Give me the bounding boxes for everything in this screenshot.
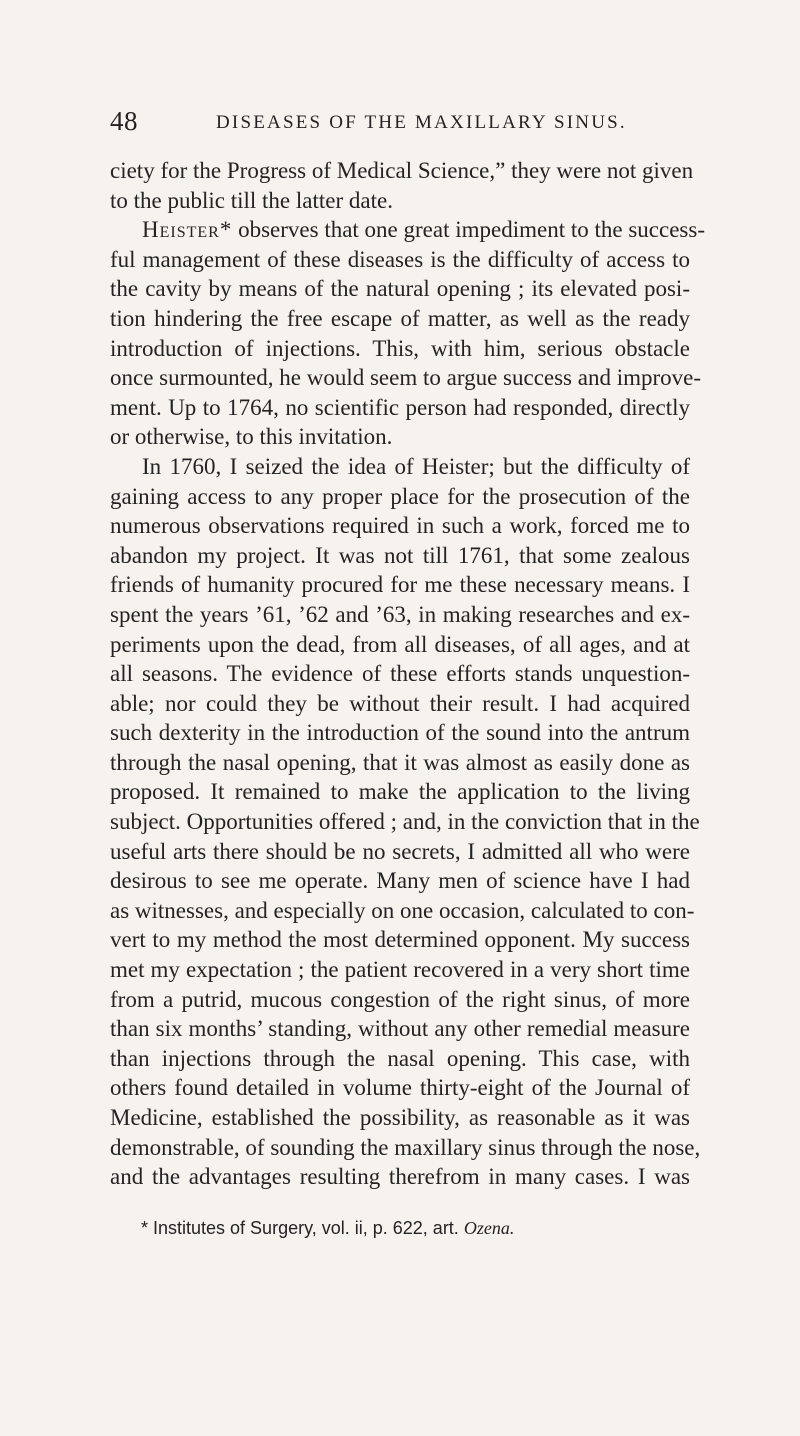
text-line: as witnesses, and especially on one occasion, calculated to con- (110, 897, 695, 923)
text-line: periments upon the dead, from all diseases, of all ages, and at (110, 631, 690, 657)
text-line: demonstrable, of sounding the maxillary sinus through the nose, (110, 1134, 701, 1160)
text-line: ciety for the Progress of Medical Science,” they were not given (110, 158, 694, 183)
text-line: vert to my method the most determined opponent. My success (110, 927, 690, 953)
text-line: proposed. It remained to make the application to the living (110, 779, 690, 805)
page-number: 48 (110, 106, 138, 136)
text-line: than injections through the nasal opening. This case, with (110, 1045, 690, 1071)
text-line: or otherwise, to this invitation. (110, 424, 393, 450)
text-line: once surmounted, he would seem to argue success and improve- (110, 365, 702, 391)
text-line: such dexterity in the introduction of the sound into the antrum (110, 720, 690, 746)
author-name: Heister* (142, 217, 233, 243)
text-line: In 1760, I seized the idea of Heister; but the difficulty of (142, 453, 690, 479)
footnote-text: * Institutes of Surgery, vol. ii, p. 622, art. (141, 1218, 464, 1238)
footnote (141, 1215, 690, 1241)
text-line: met my expectation ; the patient recovered in a very short time (110, 957, 690, 983)
text-line: than six months’ standing, without any other remedial measure (110, 1016, 690, 1042)
footnote-italic: Ozena. (463, 1218, 515, 1238)
text-line: all seasons. The evidence of these efforts stands unquestion- (110, 661, 690, 687)
text-line: the cavity by means of the natural opening ; its elevated posi- (110, 276, 690, 302)
text-line-rest: observes that one great impediment to the success- (232, 217, 705, 243)
text-line: tion hindering the free escape of matter, as well as the ready (110, 305, 690, 331)
text-line: numerous observations required in such a work, forced me to (110, 513, 690, 539)
text-line: Medicine, established the possibility, as reasonable as it was (110, 1105, 690, 1130)
text-line: introduction of injections. This, with him, serious obstacle (110, 335, 690, 361)
text-line: spent the years ’61, ’62 and ’63, in making researches and ex- (110, 601, 690, 627)
text-line: ful management of these diseases is the difficulty of access to (110, 246, 690, 272)
body-text (110, 156, 705, 1192)
running-head-title: DISEASES OF THE MAXILLARY SINUS. (216, 112, 627, 133)
text-line: to the public till the latter date. (110, 187, 393, 213)
text-line: from a putrid, mucous congestion of the right sinus, of more (110, 986, 690, 1012)
text-line: others found detailed in volume thirty-eight of the Journal of (110, 1075, 690, 1101)
text-line: abandon my project. It was not till 1761, that some zealous (110, 542, 690, 568)
text-line: friends of humanity procured for me these necessary means. I (110, 572, 690, 598)
text-line: useful arts there should be no secrets, I admitted all who were (110, 838, 690, 864)
text-line (110, 215, 705, 245)
text-line: ment. Up to 1764, no scientific person had responded, directly (110, 394, 690, 420)
text-line: desirous to see me operate. Many men of science have I had (110, 868, 690, 894)
text-line: subject. Opportunities offered ; and, in the conviction that in the (110, 809, 700, 835)
text-line: through the nasal opening, that it was almost as easily done as (110, 749, 690, 775)
text-line: able; nor could they be without their result. I had acquired (110, 690, 690, 716)
text-line: and the advantages resulting therefrom in many cases. I was (110, 1164, 690, 1190)
running-head (110, 104, 690, 138)
text-line: gaining access to any proper place for the prosecution of the (110, 483, 690, 509)
